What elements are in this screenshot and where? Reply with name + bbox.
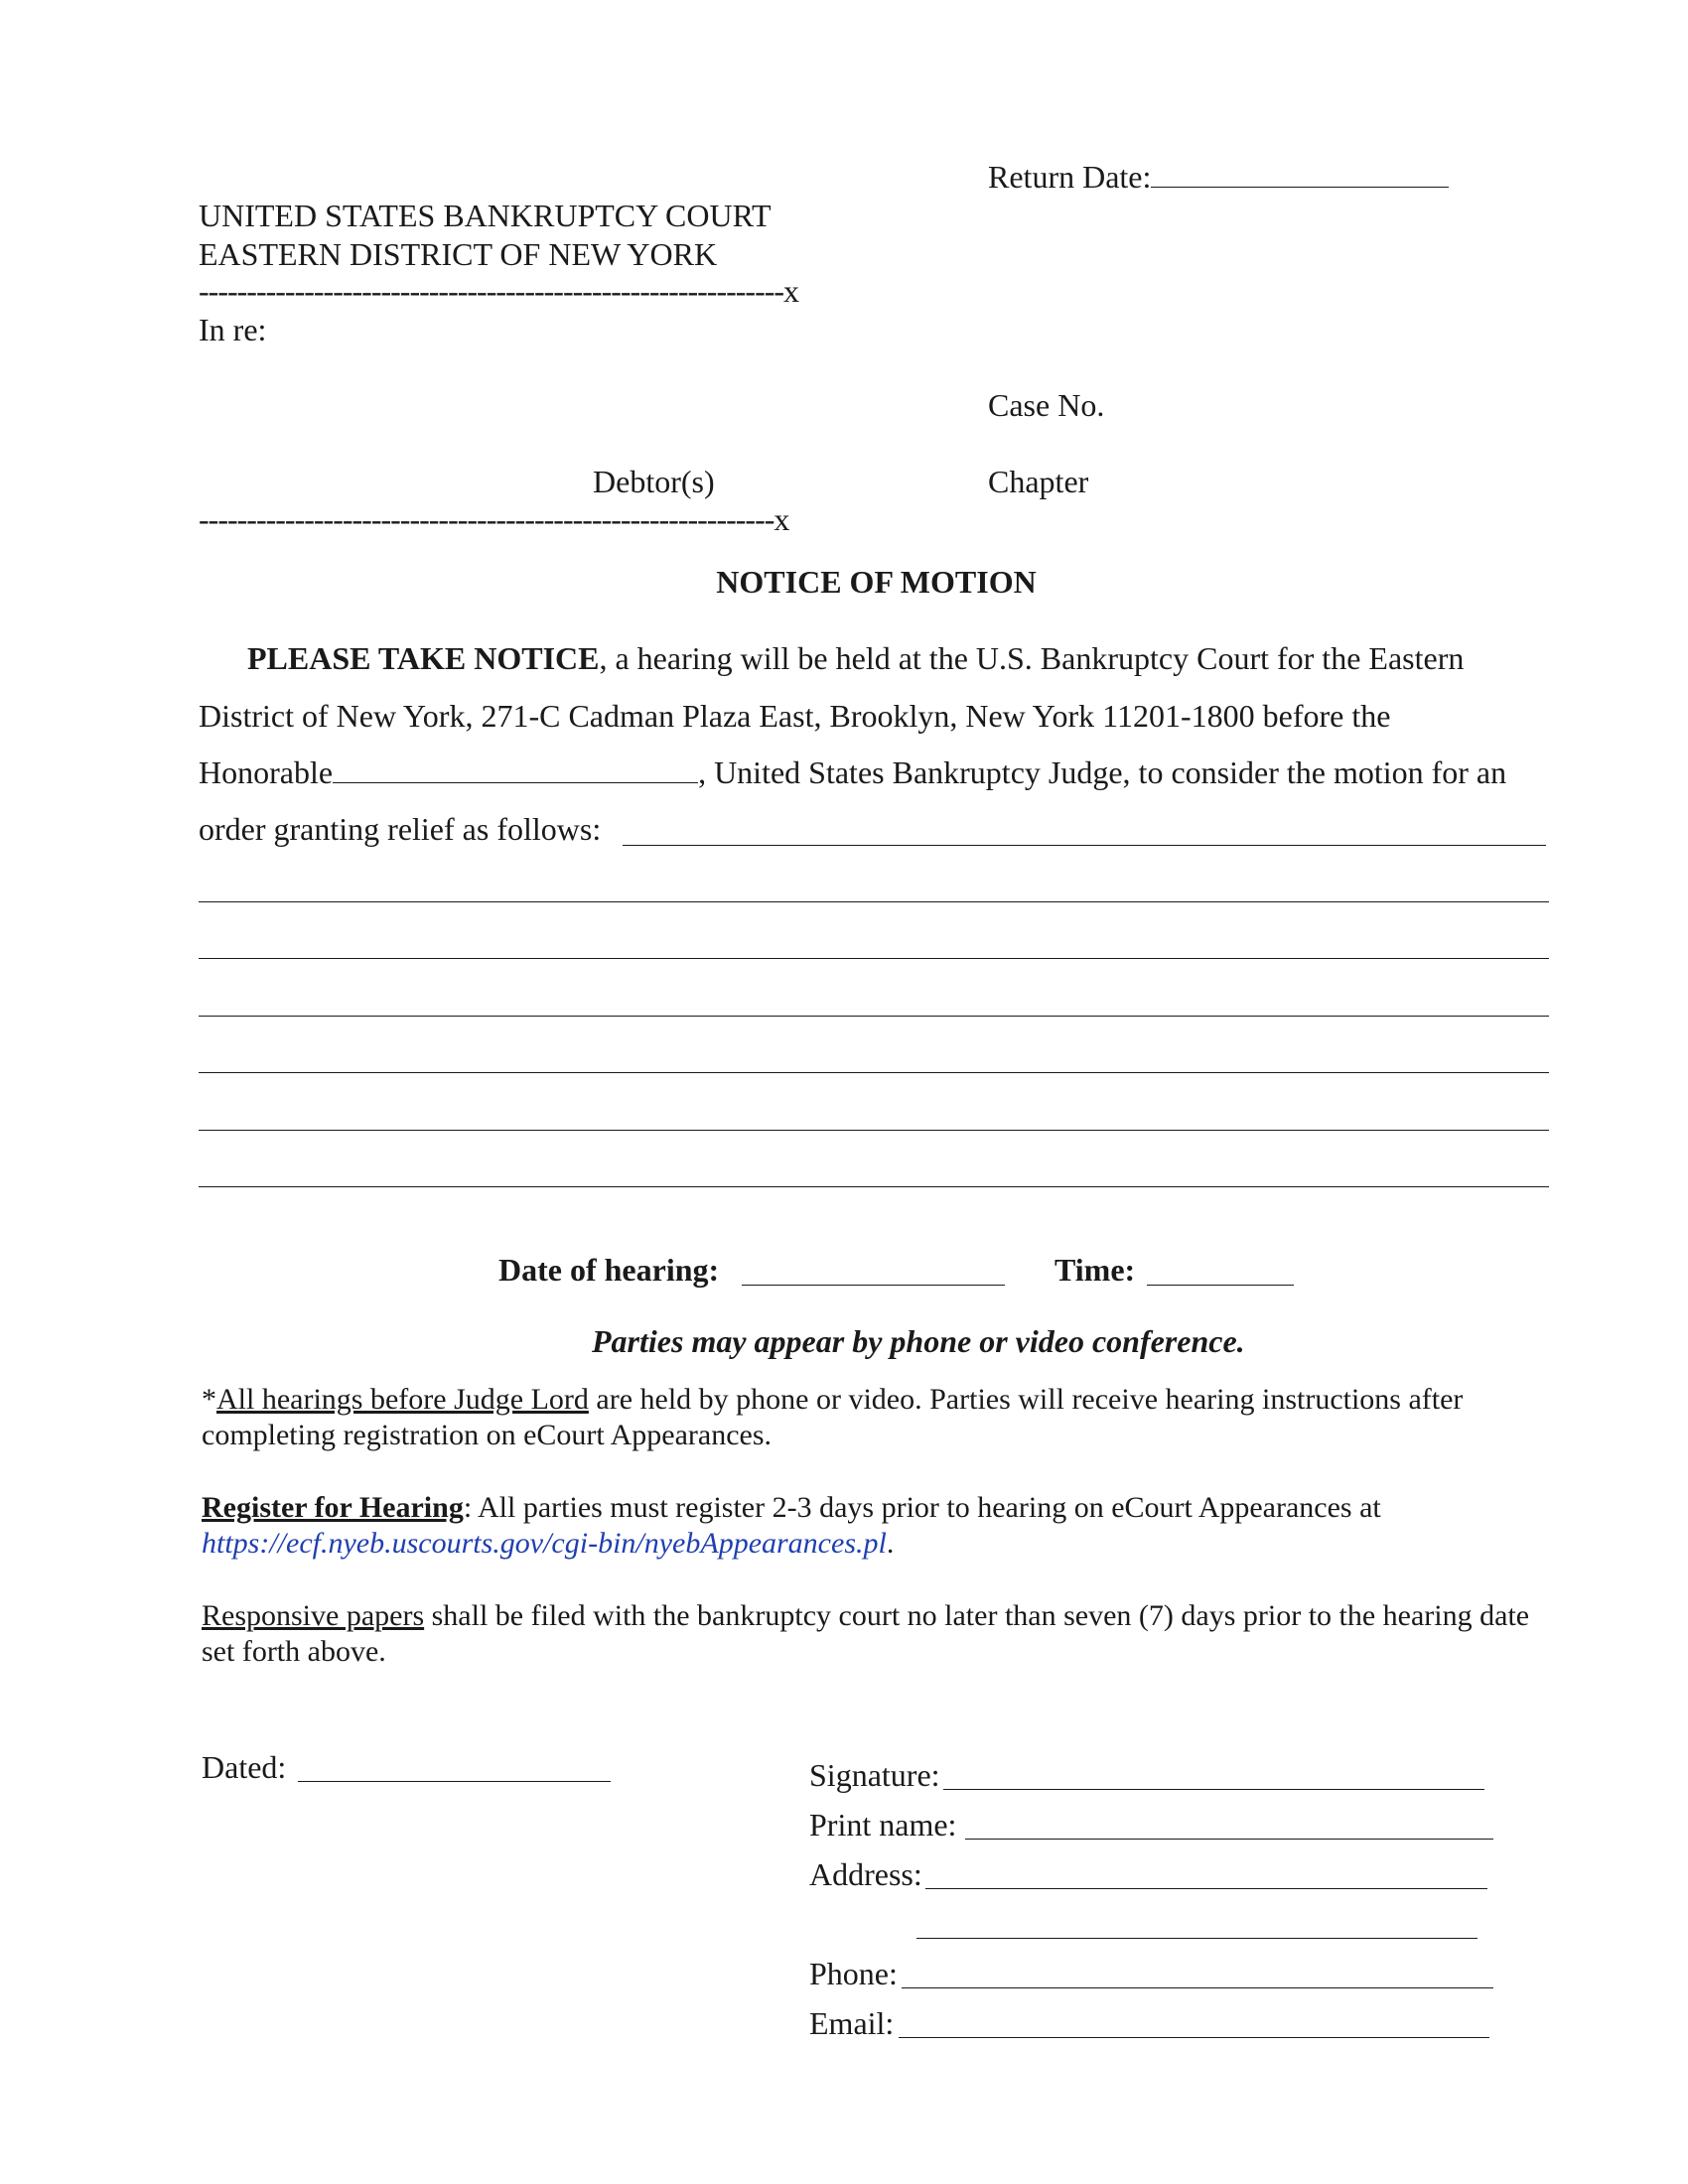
asterisk: * [202,1383,216,1416]
responsive-line-1 [202,1597,1529,1634]
responsive-papers-label: Responsive papers [202,1599,425,1632]
date-of-hearing-blank[interactable] [742,1285,1005,1286]
time-blank[interactable] [1147,1285,1294,1286]
date-of-hearing-label: Date of hearing: [498,1252,720,1288]
notice-line-3-rest: , United States Bankruptcy Judge, to consider the motion for an [698,754,1507,790]
print-name-label: Print name: [809,1807,957,1843]
case-no-label: Case No. [988,387,1105,423]
relief-blank-line-1[interactable] [623,845,1546,846]
relief-blank-line-7[interactable] [199,1186,1549,1187]
notice-line-2: District of New York, 271-C Cadman Plaza East, Brooklyn, New York 11201-1800 before the [199,698,1391,734]
dated-label: Dated: [202,1749,287,1785]
address-blank-line-2[interactable] [916,1938,1477,1939]
address-label: Address: [809,1856,922,1892]
email-label: Email: [809,2005,895,2041]
notice-line-3 [199,752,1506,792]
register-rest: : All parties must register 2-3 days prior to hearing on eCourt Appearances at [463,1491,1381,1524]
relief-blank-line-6[interactable] [199,1130,1549,1131]
caption-separator-top: -------------------------------------------------------------x [199,273,799,309]
register-line-2 [202,1525,894,1562]
address-blank-line-1[interactable] [925,1888,1487,1889]
print-name-blank[interactable] [965,1839,1493,1840]
caption-separator-bottom: ------------------------------------------------------------x [199,501,789,537]
relief-blank-line-3[interactable] [199,958,1549,959]
email-blank[interactable] [899,2037,1489,2038]
notice-bold-lead: PLEASE TAKE NOTICE [247,640,600,676]
phone-label: Phone: [809,1956,898,1991]
debtors-label: Debtor(s) [593,464,715,499]
register-for-hearing-label: Register for Hearing [202,1491,464,1524]
notice-line-4: order granting relief as follows: [199,811,602,847]
dated-blank[interactable] [298,1781,611,1782]
judge-name-blank[interactable] [333,754,698,783]
time-label: Time: [1055,1252,1136,1288]
court-name-line1: UNITED STATES BANKRUPTCY COURT [199,198,772,233]
court-name-line2: EASTERN DISTRICT OF NEW YORK [199,236,718,272]
judge-note-line-2: completing registration on eCourt Appearances. [202,1419,772,1451]
judge-lord-link[interactable]: All hearings before Judge Lord [216,1383,589,1416]
judge-note-rest: are held by phone or video. Parties will receive hearing instructions after [588,1383,1464,1416]
return-date-blank[interactable] [1151,159,1449,188]
relief-blank-line-5[interactable] [199,1072,1549,1073]
responsive-rest: shall be filed with the bankruptcy court no later than seven (7) days prior to the hearing date [424,1599,1530,1632]
judge-note-line-1 [202,1381,1463,1418]
chapter-label: Chapter [988,464,1089,499]
return-date-label: Return Date: [988,159,1152,195]
relief-blank-line-2[interactable] [199,901,1549,902]
in-re-label: In re: [199,312,267,347]
return-date-field [988,157,1449,197]
phone-video-note: Parties may appear by phone or video conference. [592,1323,1245,1359]
honorable-label: Honorable [199,754,334,790]
ecourt-appearances-link[interactable]: https://ecf.nyeb.uscourts.gov/cgi-bin/nyebAppearances.pl [202,1527,887,1560]
responsive-line-2: set forth above. [202,1635,386,1668]
page-title: NOTICE OF MOTION [716,564,1037,600]
signature-label: Signature: [809,1757,940,1793]
notice-line-1 [247,638,1464,678]
register-url-period: . [886,1527,895,1560]
relief-blank-line-4[interactable] [199,1016,1549,1017]
signature-blank[interactable] [943,1789,1484,1790]
register-line-1 [202,1489,1381,1526]
phone-blank[interactable] [902,1987,1493,1988]
notice-line-1-rest: , a hearing will be held at the U.S. Bankruptcy Court for the Eastern [599,640,1465,676]
